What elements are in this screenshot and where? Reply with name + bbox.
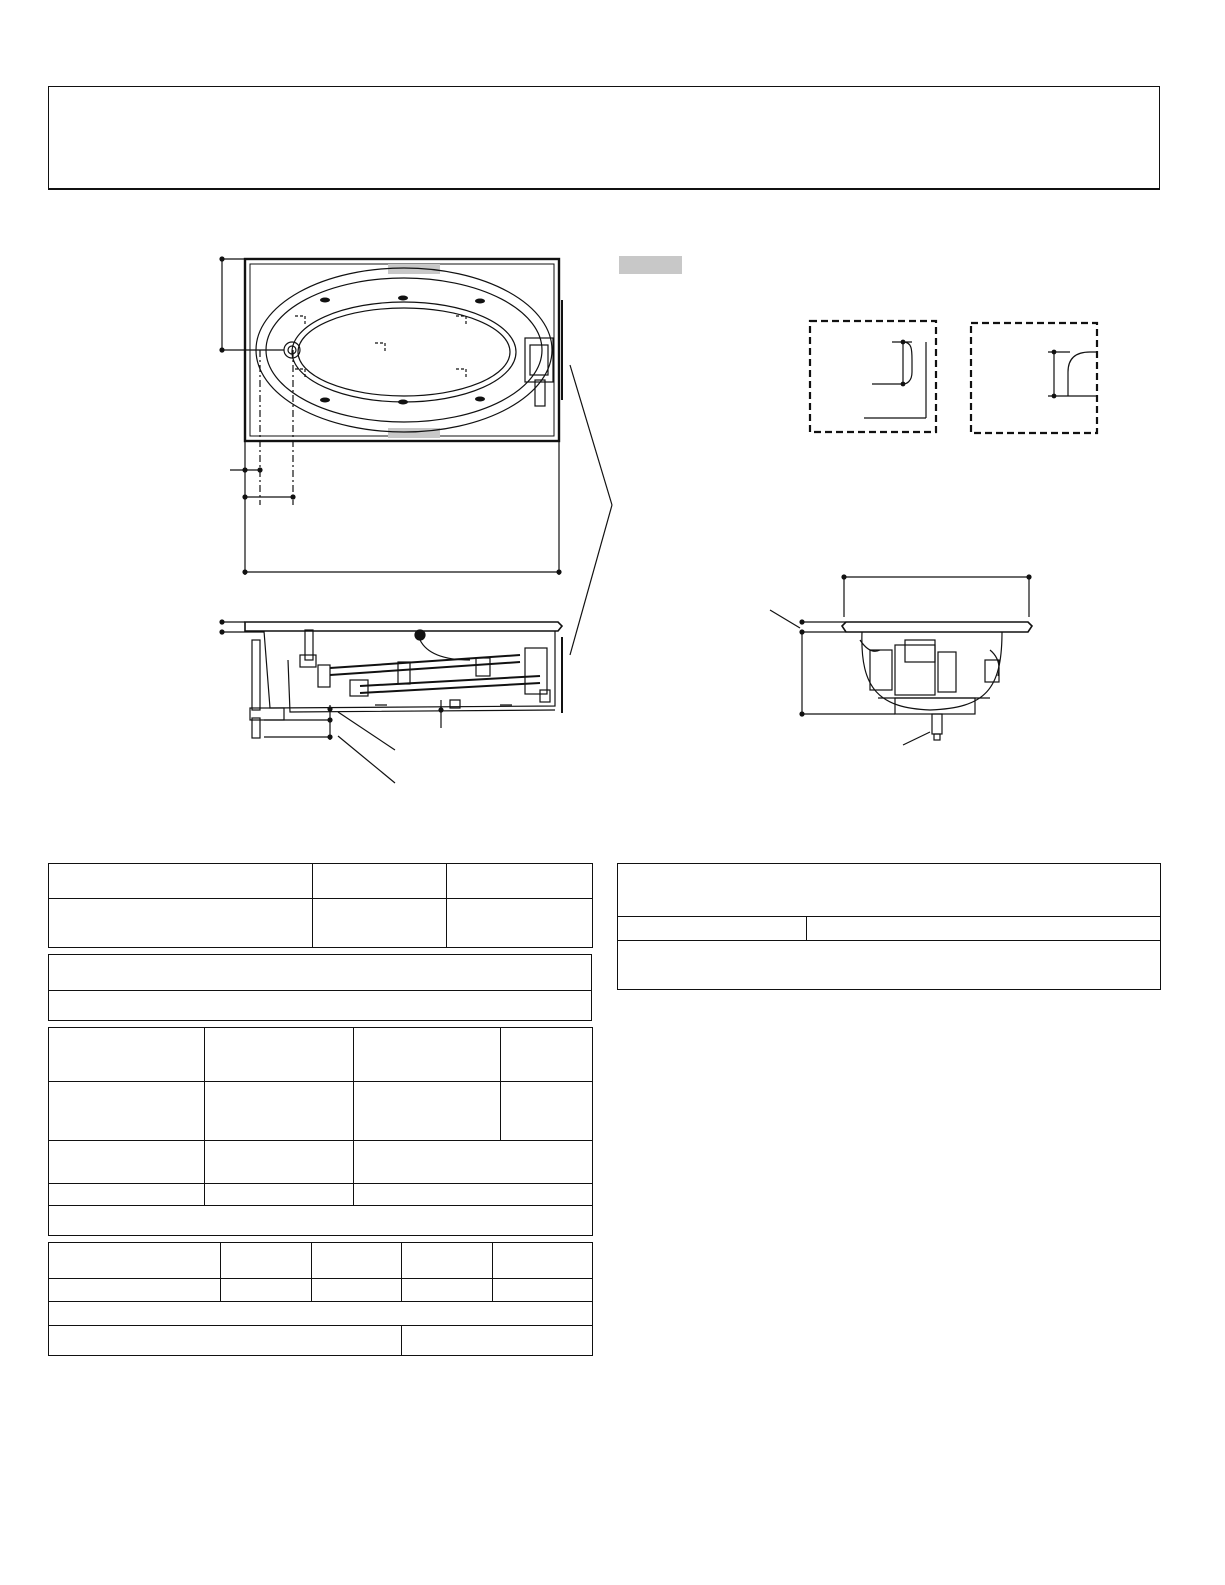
cell: [221, 1243, 312, 1279]
cell: [501, 1082, 593, 1141]
cell: [221, 1279, 312, 1302]
left-table-1: [48, 863, 593, 948]
cell: [312, 1279, 402, 1302]
cell: [49, 991, 592, 1021]
cell: [402, 1243, 493, 1279]
cell: [49, 1206, 593, 1236]
cell: [49, 1141, 205, 1184]
cell: [49, 864, 313, 899]
cell: [447, 864, 593, 899]
cell: [313, 864, 447, 899]
right-table-1: [617, 863, 1161, 990]
basin-inner: [292, 302, 516, 402]
end-rim: [842, 622, 1032, 632]
plan-view: [219, 256, 562, 575]
cell: [618, 941, 1161, 990]
cell: [447, 899, 593, 948]
left-table-3: [48, 1027, 593, 1236]
detail-right: [971, 323, 1097, 433]
side-view: [219, 619, 562, 783]
cell: [493, 1243, 593, 1279]
cell: [807, 917, 1161, 941]
left-table-4: [48, 1242, 593, 1356]
end-view: [770, 574, 1032, 745]
cell: [205, 1141, 354, 1184]
cell: [354, 1028, 501, 1082]
gray-tag: [619, 256, 682, 274]
cell: [493, 1279, 593, 1302]
cell: [354, 1141, 593, 1184]
cell: [49, 1326, 402, 1356]
cell: [313, 899, 447, 948]
cell: [501, 1028, 593, 1082]
cell: [205, 1184, 354, 1206]
cell: [49, 1302, 593, 1326]
left-table-2: [48, 954, 592, 1021]
side-rim: [245, 622, 562, 631]
detail-right-content: [1048, 350, 1098, 399]
cell: [49, 1184, 205, 1206]
gray-mark-bottom: [388, 428, 440, 438]
cell: [402, 1279, 493, 1302]
detail-left: [810, 321, 936, 432]
side-knob: [415, 630, 425, 640]
cell: [49, 899, 313, 948]
cell: [618, 917, 807, 941]
cell: [354, 1082, 501, 1141]
cell: [618, 864, 1161, 917]
detail-left-content: [864, 340, 926, 418]
cell: [49, 1028, 205, 1082]
cell: [205, 1028, 354, 1082]
cell: [49, 1082, 205, 1141]
cell: [49, 955, 592, 991]
cell: [354, 1184, 593, 1206]
cell: [49, 1279, 221, 1302]
cell: [205, 1082, 354, 1141]
cell: [49, 1243, 221, 1279]
cell: [402, 1326, 593, 1356]
cell: [312, 1243, 402, 1279]
